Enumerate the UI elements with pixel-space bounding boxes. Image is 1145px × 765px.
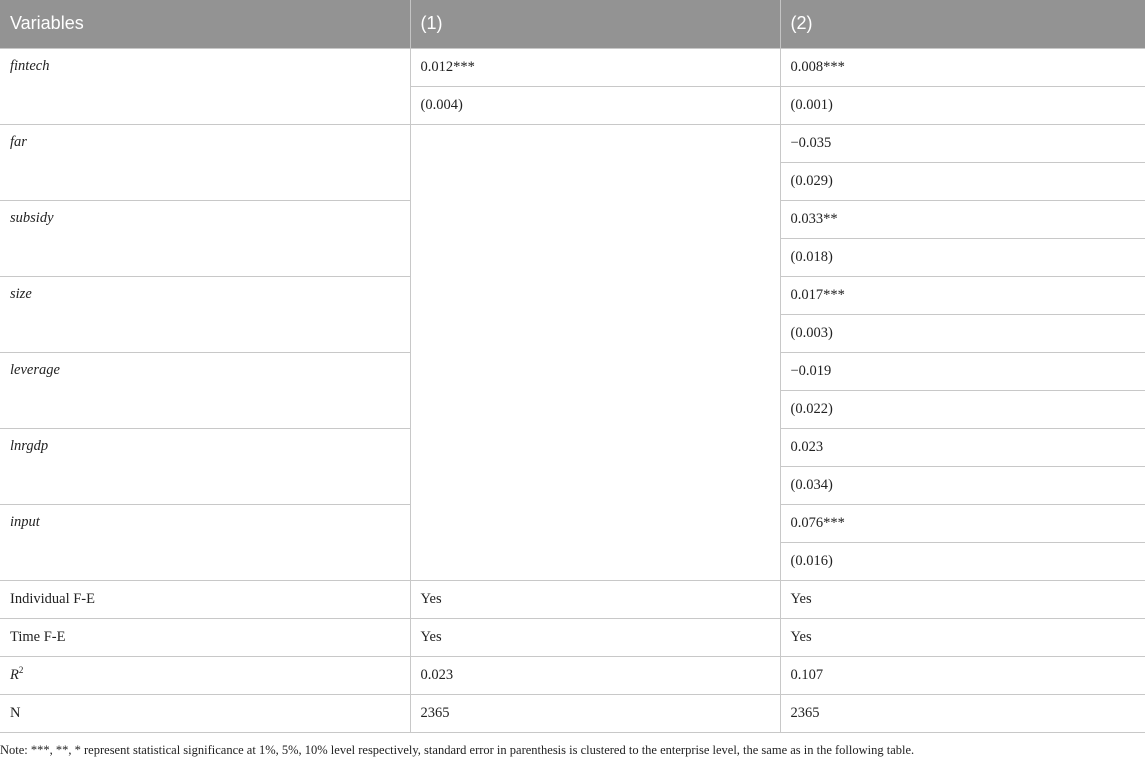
- coefficient-cell: 0.012***: [410, 48, 780, 86]
- coefficient-cell: 0.076***: [780, 504, 1145, 542]
- variable-name: subsidy: [0, 200, 410, 276]
- coefficient-cell: 0.023: [780, 428, 1145, 466]
- table-note: Note: ***, **, * represent statistical significance at 1%, 5%, 10% level respectively, standard error in parenthesis is clustered to the enterprise level, the same as in the following table.: [0, 742, 915, 757]
- r-symbol: R: [10, 666, 19, 683]
- coefficient-cell: 0.033**: [780, 200, 1145, 238]
- header-variables: Variables: [0, 0, 410, 48]
- std-error-cell: (0.018): [780, 238, 1145, 276]
- stat-label: N: [0, 694, 410, 732]
- std-error-cell: (0.004): [410, 86, 780, 124]
- stat-value: 0.107: [780, 656, 1145, 694]
- coefficient-cell: −0.035: [780, 124, 1145, 162]
- stat-value: Yes: [410, 618, 780, 656]
- stat-value: 2365: [780, 694, 1145, 732]
- stat-value: 0.023: [410, 656, 780, 694]
- stat-value: 2365: [410, 694, 780, 732]
- variable-name: input: [0, 504, 410, 580]
- table-row: [0, 694, 1145, 732]
- header-model-2: (2): [780, 0, 1145, 48]
- stat-value: Yes: [410, 580, 780, 618]
- table-row: [0, 124, 1145, 162]
- std-error-cell: (0.003): [780, 314, 1145, 352]
- stat-label: Time F-E: [0, 618, 410, 656]
- r-squared-superscript: 2: [18, 664, 24, 675]
- header-model-1: (1): [410, 0, 780, 48]
- stat-value: Yes: [780, 580, 1145, 618]
- std-error-cell: (0.022): [780, 390, 1145, 428]
- table-row: [0, 48, 1145, 86]
- stat-label: Individual F-E: [0, 580, 410, 618]
- stat-value: Yes: [780, 618, 1145, 656]
- std-error-cell: (0.001): [780, 86, 1145, 124]
- variable-name: size: [0, 276, 410, 352]
- variable-name: far: [0, 124, 410, 200]
- variable-name: leverage: [0, 352, 410, 428]
- coefficient-cell: 0.008***: [780, 48, 1145, 86]
- std-error-cell: (0.016): [780, 542, 1145, 580]
- stat-label-r-squared: [0, 656, 410, 694]
- table-row: [0, 618, 1145, 656]
- variable-name: lnrgdp: [0, 428, 410, 504]
- empty-cell: [410, 124, 780, 580]
- std-error-cell: (0.029): [780, 162, 1145, 200]
- coefficient-cell: −0.019: [780, 352, 1145, 390]
- variable-name: fintech: [0, 48, 410, 124]
- coefficient-cell: 0.017***: [780, 276, 1145, 314]
- table-row: [0, 580, 1145, 618]
- header-row: [0, 0, 1145, 48]
- table-row: [0, 656, 1145, 694]
- std-error-cell: (0.034): [780, 466, 1145, 504]
